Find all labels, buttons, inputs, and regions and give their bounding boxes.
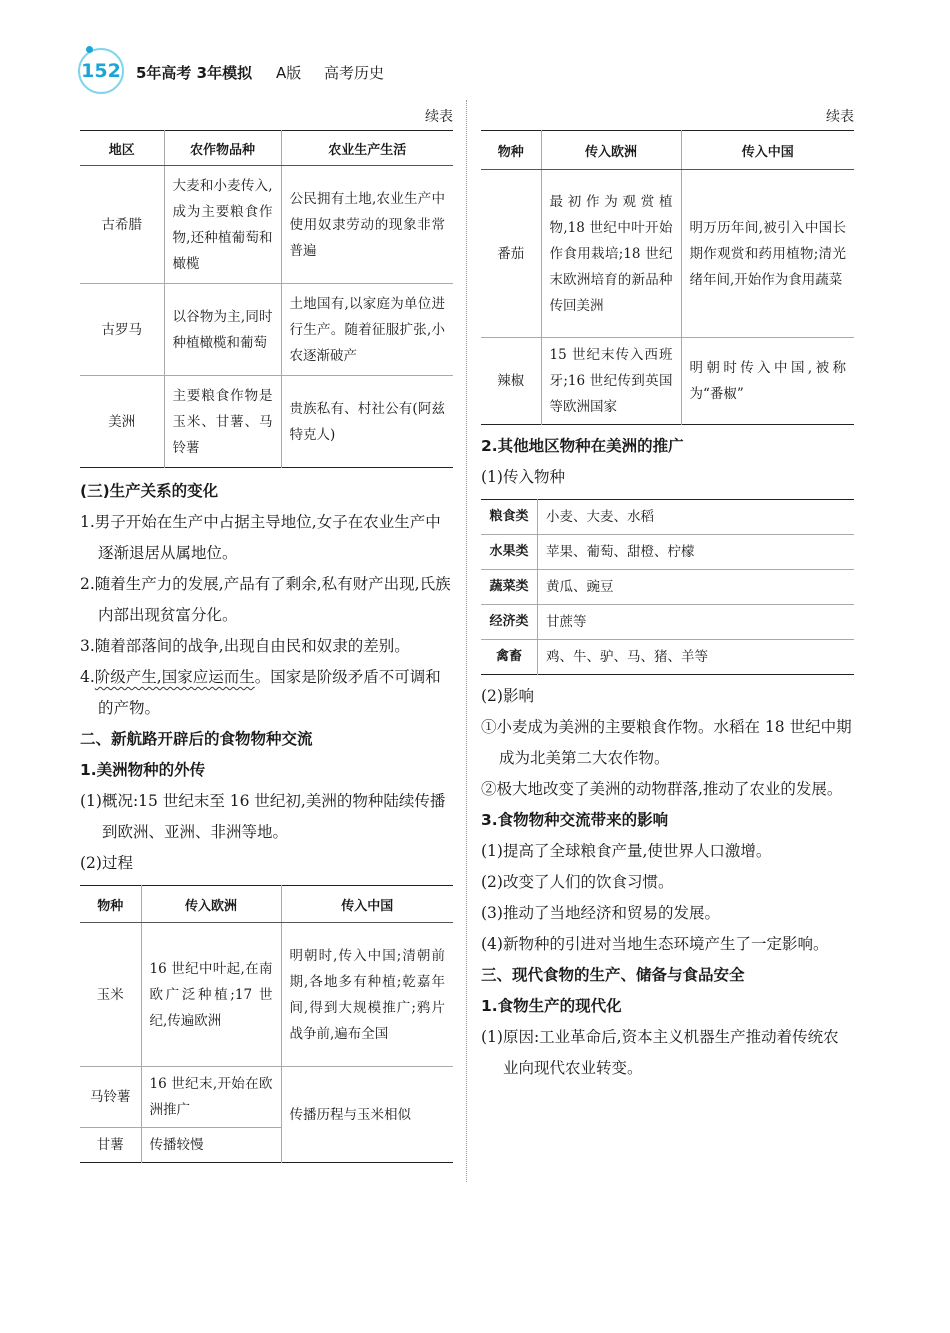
list-item: 1.男子开始在生产中占据主导地位,女子在农业生产中逐渐退居从属地位。 <box>80 513 441 562</box>
table-header-cell: 传入欧洲 <box>541 131 681 170</box>
emphasis-text: 阶级产生,国家应运而生 <box>94 668 255 686</box>
table-header-cell: 传入中国 <box>281 886 453 923</box>
table-cell: 明万历年间,被引入中国长期作观赏和药用植物;清光绪年间,开始作为食用蔬菜 <box>681 170 854 338</box>
table-cell: 玉米 <box>80 923 141 1067</box>
list-item: ①小麦成为美洲的主要粮食作物。水稻在 18 世纪中期成为北美第二大农作物。 <box>481 718 852 767</box>
list-item: (3)推动了当地经济和贸易的发展。 <box>481 904 720 922</box>
section-production-relations <box>80 476 453 879</box>
table-cell: 小麦、大麦、水稻 <box>538 500 855 535</box>
table-header-cell: 传入中国 <box>681 131 854 170</box>
species-table-continued <box>481 130 854 425</box>
species-table <box>80 885 453 1163</box>
paragraph: (2)过程 <box>80 854 133 872</box>
table-cell: 传播较慢 <box>141 1128 281 1163</box>
table-cell: 马铃薯 <box>80 1067 141 1128</box>
page-number-badge <box>78 48 124 94</box>
table-cell: 古希腊 <box>80 166 164 284</box>
table-row <box>481 640 854 675</box>
table-cell: 苹果、葡萄、甜橙、柠檬 <box>538 535 855 570</box>
table-cell: 粮食类 <box>489 509 529 524</box>
agriculture-table <box>80 130 453 468</box>
table-row <box>481 170 854 338</box>
table-cell: 明朝时,传入中国;清朝前期,各地多有种植;乾嘉年间,得到大规模推广;鸦片战争前,遍布全国 <box>281 923 453 1067</box>
table-cell: 以谷物为主,同时种植橄榄和葡萄 <box>164 284 281 376</box>
table-header-cell: 农业生产生活 <box>281 131 453 166</box>
list-item: 2.随着生产力的发展,产品有了剩余,私有财产出现,氏族内部出现贫富分化。 <box>80 575 451 624</box>
continued-label: 续表 <box>826 109 854 125</box>
table-row <box>481 605 854 640</box>
right-column <box>481 100 854 1084</box>
book-title: 5年高考 3年模拟 <box>136 64 253 82</box>
table-cell: 古罗马 <box>80 284 164 376</box>
table-cell: 辣椒 <box>481 338 541 425</box>
list-item: (4)新物种的引进对当地生态环境产生了一定影响。 <box>481 935 829 953</box>
table-cell: 经济类 <box>481 605 538 640</box>
section-effects <box>481 681 854 1084</box>
table-cell: 土地国有,以家庭为单位进行生产。随着征服扩张,小农逐渐破产 <box>281 284 453 376</box>
table-cell: 番茄 <box>481 170 541 338</box>
table-cell: 16 世纪中叶起,在南欧广泛种植;17 世纪,传遍欧洲 <box>141 923 281 1067</box>
table-row <box>481 338 854 425</box>
table-cell: 传播历程与玉米相似 <box>281 1067 453 1163</box>
list-item: ②极大地改变了美洲的动物群落,推动了农业的发展。 <box>481 780 843 798</box>
table-cell: 蔬菜类 <box>481 570 538 605</box>
book-subject: 高考历史 <box>324 64 385 82</box>
paragraph: (2)影响 <box>481 687 534 705</box>
section-title: (三)生产关系的变化 <box>80 482 219 500</box>
subsection-title: 1.食物生产的现代化 <box>481 997 622 1015</box>
subsection-title: 1.美洲物种的外传 <box>80 761 206 779</box>
table-cell: 黄瓜、豌豆 <box>538 570 855 605</box>
list-item: (2)改变了人们的饮食习惯。 <box>481 873 674 891</box>
table-header-row <box>80 131 453 166</box>
table-header-cell: 地区 <box>80 131 164 166</box>
table-row <box>481 500 854 535</box>
page-number: 152 <box>81 60 121 82</box>
table-row <box>80 376 453 468</box>
table-header-cell: 物种 <box>481 131 541 170</box>
column-divider <box>466 100 467 1182</box>
left-column <box>80 100 453 1163</box>
table-cell: 15 世纪末传入西班牙;16 世纪传到英国等欧洲国家 <box>541 338 681 425</box>
continued-label: 续表 <box>425 109 453 125</box>
table-cell: 大麦和小麦传入,成为主要粮食作物,还种植葡萄和橄榄 <box>164 166 281 284</box>
list-item: (1)提高了全球粮食产量,使世界人口激增。 <box>481 842 772 860</box>
section-american-spread <box>481 431 854 493</box>
table-cell: 甘蔗等 <box>538 605 855 640</box>
table-cell: 水果类 <box>481 535 538 570</box>
part-title: 二、新航路开辟后的食物物种交流 <box>80 730 313 748</box>
table-cell: 贵族私有、村社公有(阿兹特克人) <box>281 376 453 468</box>
table-cell: 禽畜 <box>481 640 538 675</box>
list-item: 3.随着部落间的战争,出现自由民和奴隶的差别。 <box>80 637 410 655</box>
part-title: 三、现代食物的生产、储备与食品安全 <box>481 966 745 984</box>
list-item <box>80 662 453 724</box>
paragraph: (1)传入物种 <box>481 468 565 486</box>
table-cell: 16 世纪末,开始在欧洲推广 <box>141 1067 281 1128</box>
item-text: 。国家是阶级矛盾不可调和的产物。 <box>98 668 441 717</box>
table-cell: 鸡、牛、驴、马、猪、羊等 <box>538 640 855 675</box>
paragraph: (1)概况:15 世纪末至 16 世纪初,美洲的物种陆续传播到欧洲、亚洲、非洲等地。 <box>80 792 446 841</box>
table-cell: 明朝时传入中国,被称为“番椒” <box>681 338 854 425</box>
table-row <box>80 166 453 284</box>
paragraph: (1)原因:工业革命后,资本主义机器生产推动着传统农业向现代农业转变。 <box>481 1028 839 1077</box>
table-row <box>80 1067 453 1128</box>
item-prefix: 4. <box>80 668 95 686</box>
subsection-title: 3.食物物种交流带来的影响 <box>481 811 669 829</box>
table-header-cell: 农作物品种 <box>164 131 281 166</box>
table-row <box>80 284 453 376</box>
table-row <box>481 570 854 605</box>
table-cell: 主要粮食作物是玉米、甘薯、马铃薯 <box>164 376 281 468</box>
table-cell: 最初作为观赏植物,18 世纪中叶开始作食用栽培;18 世纪末欧洲培育的新品种传回美洲 <box>541 170 681 338</box>
table-header-cell: 传入欧洲 <box>141 886 281 923</box>
table-row <box>80 923 453 1067</box>
table-header-row <box>481 131 854 170</box>
table-header-cell: 物种 <box>80 886 141 923</box>
table-row <box>481 535 854 570</box>
table-cell: 甘薯 <box>80 1128 141 1163</box>
table-cell: 美洲 <box>80 376 164 468</box>
book-edition: A版 <box>276 64 302 82</box>
introduced-species-table <box>481 499 854 675</box>
table-header-row <box>80 886 453 923</box>
table-cell: 公民拥有土地,农业生产中使用奴隶劳动的现象非常普遍 <box>281 166 453 284</box>
subsection-title: 2.其他地区物种在美洲的推广 <box>481 437 684 455</box>
